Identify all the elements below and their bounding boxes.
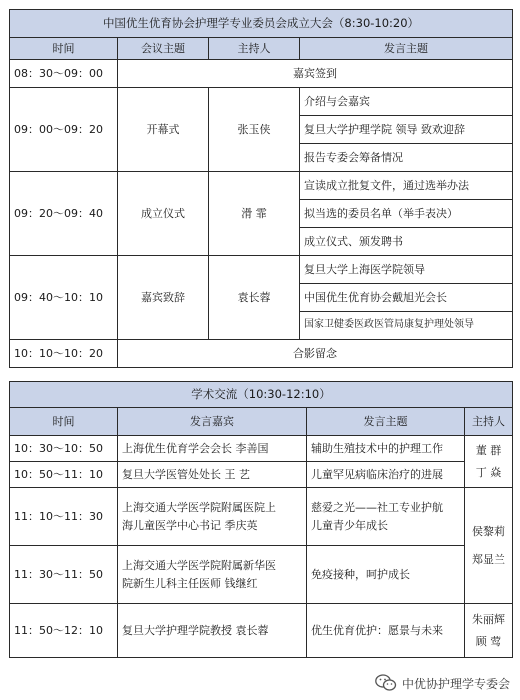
speech-item: 介绍与会嘉宾 xyxy=(300,88,513,116)
speaker-cell: 复旦大学护理学院教授 袁长蓉 xyxy=(118,604,307,658)
host-cell xyxy=(465,436,513,488)
host-name: 顾 莺 xyxy=(475,634,502,648)
topic-cell: 嘉宾致辞 xyxy=(118,256,209,340)
host-name: 朱丽辉 xyxy=(472,612,505,626)
speech-item: 报告专委会筹备情况 xyxy=(300,144,513,172)
host-cell xyxy=(465,488,513,604)
opening-agenda-table xyxy=(9,9,513,368)
speaker-line: 院新生儿科主任医师 钱继红 xyxy=(122,576,258,590)
speech-item: 拟当选的委员名单（举手表决） xyxy=(300,200,513,228)
host-name: 丁 焱 xyxy=(475,465,502,479)
photo-cell: 合影留念 xyxy=(118,340,513,368)
time-cell: 08：30～09：00 xyxy=(10,60,118,88)
speaker-cell: 上海优生优育学会会长 李善国 xyxy=(118,436,307,462)
speaker-cell: 复旦大学医管处处长 王 艺 xyxy=(118,462,307,488)
time-cell: 10：10～10：20 xyxy=(10,340,118,368)
speech-item: 成立仪式、颁发聘书 xyxy=(300,228,513,256)
topic-cell: 优生优育优护：愿景与未来 xyxy=(307,604,465,658)
header-time: 时间 xyxy=(10,38,118,60)
time-cell: 11：30～11：50 xyxy=(10,546,118,604)
topic-line: 慈爱之光——社工专业护航 xyxy=(311,500,443,514)
speaker-line: 上海交通大学医学院附属新华医 xyxy=(122,558,276,572)
speaker-cell xyxy=(118,546,307,604)
watermark-text: 中优协护理学专委会 xyxy=(401,676,510,691)
wechat-icon xyxy=(375,674,397,692)
time-cell: 09：20～09：40 xyxy=(10,172,118,256)
speaker-line: 上海交通大学医学院附属医院上 xyxy=(122,500,276,514)
topic-cell: 免疫接种，呵护成长 xyxy=(307,546,465,604)
time-cell: 10：50～11：10 xyxy=(10,462,118,488)
topic-cell xyxy=(307,488,465,546)
speaker-cell xyxy=(118,488,307,546)
speech-item: 中国优生优育协会戴旭光会长 xyxy=(300,284,513,312)
speaker-line: 海儿童医学中心书记 季庆英 xyxy=(122,518,258,532)
topic-cell: 儿童罕见病临床治疗的进展 xyxy=(307,462,465,488)
header-host: 主持人 xyxy=(465,408,513,436)
time-cell: 11：10～11：30 xyxy=(10,488,118,546)
time-cell: 11：50～12：10 xyxy=(10,604,118,658)
header-topic: 会议主题 xyxy=(118,38,209,60)
topic-line: 儿童青少年成长 xyxy=(311,518,388,532)
speech-item: 复旦大学护理学院 领导 致欢迎辞 xyxy=(300,116,513,144)
host-cell: 张玉侠 xyxy=(209,88,300,172)
time-cell: 09：40～10：10 xyxy=(10,256,118,340)
speech-item: 复旦大学上海医学院领导 xyxy=(300,256,513,284)
wechat-watermark xyxy=(375,674,510,692)
host-name: 董 群 xyxy=(475,443,502,457)
section-title: 学术交流（10:30-12:10） xyxy=(10,382,513,408)
host-cell xyxy=(465,604,513,658)
topic-cell: 开幕式 xyxy=(118,88,209,172)
time-cell: 09：00～09：20 xyxy=(10,88,118,172)
time-cell: 10：30～10：50 xyxy=(10,436,118,462)
header-speech: 发言主题 xyxy=(300,38,513,60)
section-title: 中国优生优育协会护理学专业委员会成立大会（8:30-10:20） xyxy=(10,10,513,38)
speech-item: 宣读成立批复文件，通过选举办法 xyxy=(300,172,513,200)
topic-cell: 成立仪式 xyxy=(118,172,209,256)
topic-cell: 辅助生殖技术中的护理工作 xyxy=(307,436,465,462)
host-name: 郑显兰 xyxy=(472,552,505,566)
academic-exchange-table xyxy=(9,381,513,658)
host-name: 侯黎莉 xyxy=(472,524,505,538)
header-speech: 发言主题 xyxy=(307,408,465,436)
host-cell: 袁长蓉 xyxy=(209,256,300,340)
host-cell: 滑 霏 xyxy=(209,172,300,256)
header-time: 时间 xyxy=(10,408,118,436)
header-speaker: 发言嘉宾 xyxy=(118,408,307,436)
speech-item: 国家卫健委医政医管局康复护理处领导 xyxy=(300,312,513,340)
header-host: 主持人 xyxy=(209,38,300,60)
signin-cell: 嘉宾签到 xyxy=(118,60,513,88)
